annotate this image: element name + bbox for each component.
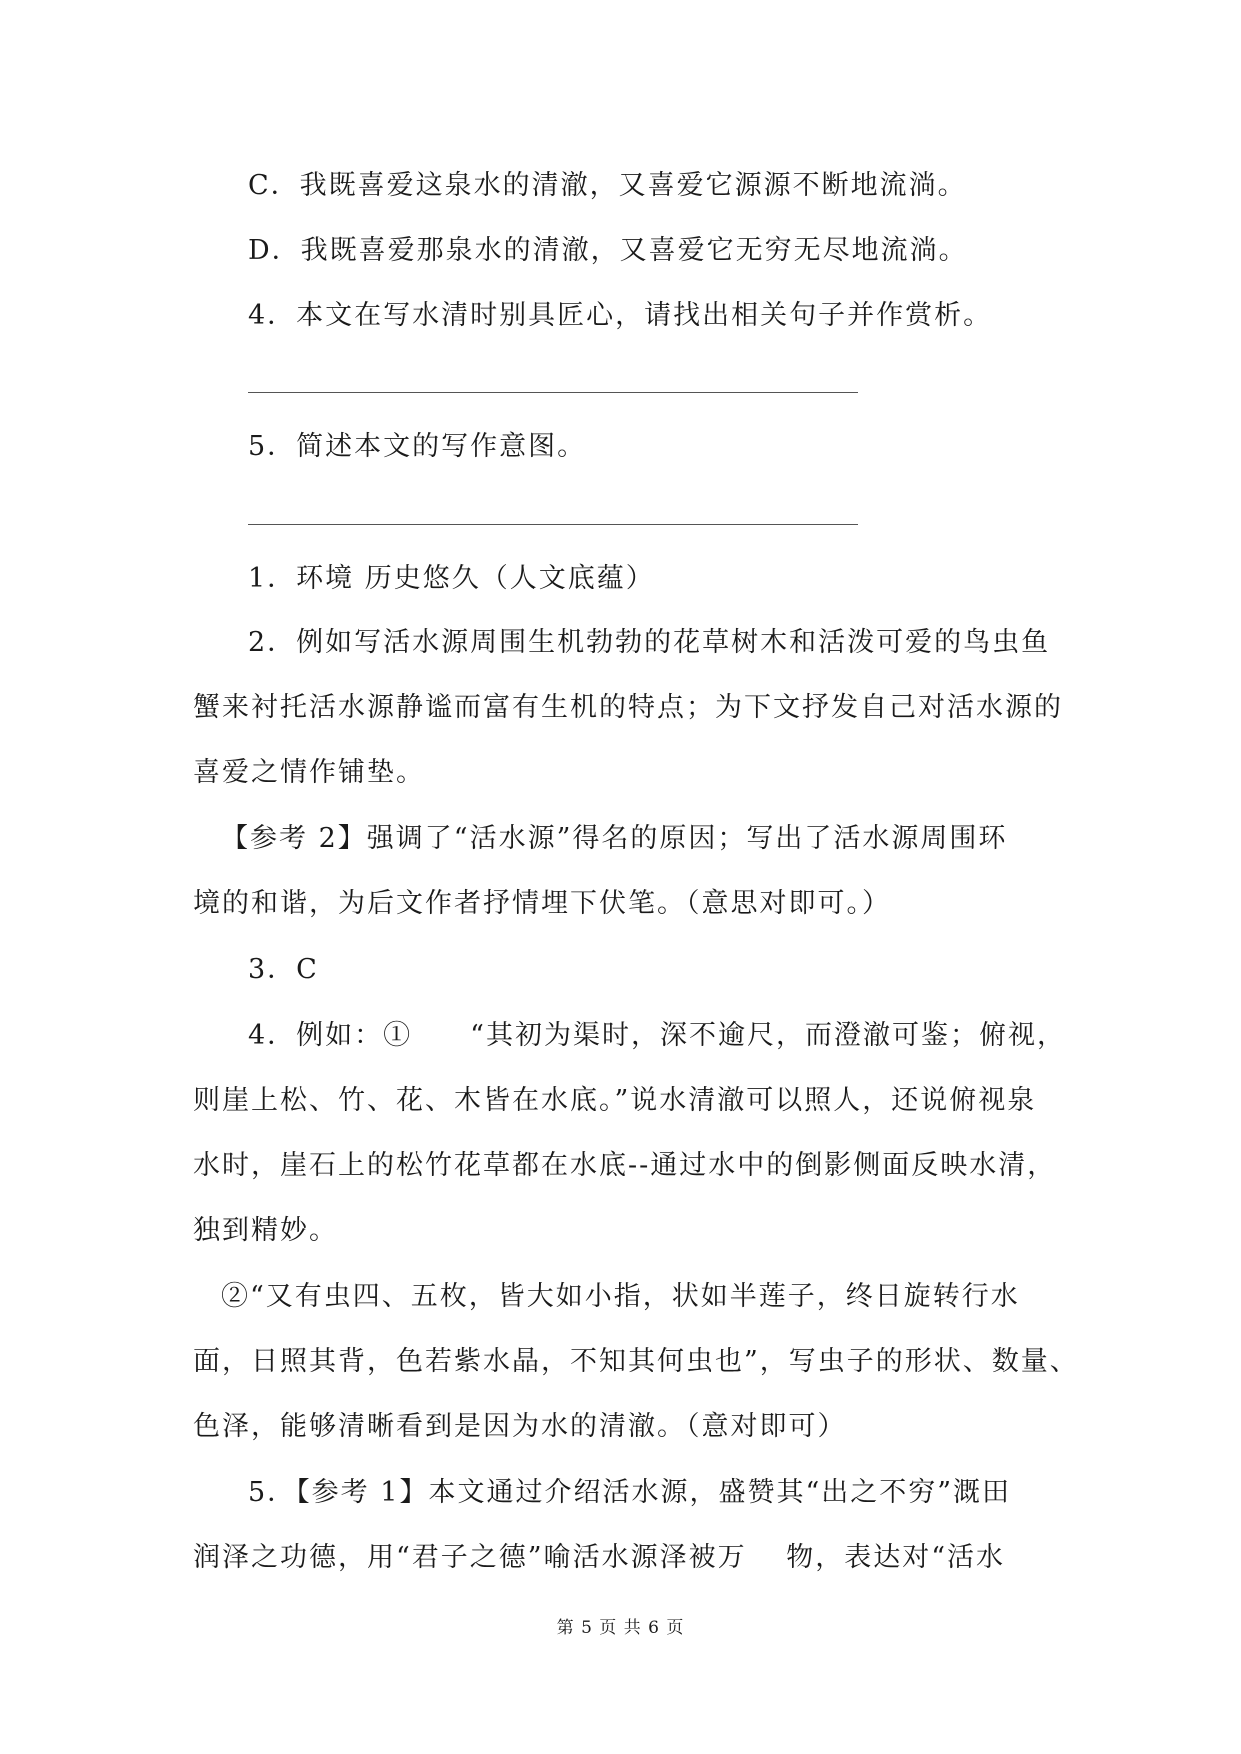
- answer-5-line: 润泽之功德，用“君子之德”喻活水源泽被万 物，表达对“活水: [193, 1542, 1005, 1573]
- answer-4-line: 则崖上松、竹、花、木皆在水底。”说水清澈可以照人，还说俯视泉: [193, 1085, 1037, 1116]
- answer-4-item-2-line: 面，日照其背，色若紫水晶，不知其何虫也”，写虫子的形状、数量、: [193, 1346, 1079, 1377]
- answer-5-line: 5．【参考 1】本文通过介绍活水源，盛赞其“出之不穷”溉田: [248, 1477, 1012, 1508]
- answer-4-line: 水时，崖石上的松竹花草都在水底--通过水中的倒影侧面反映水清，: [193, 1150, 1057, 1181]
- page-number-footer: 第 5 页 共 6 页: [556, 1618, 685, 1638]
- option-c: C．我既喜爱这泉水的清澈，又喜爱它源源不断地流淌。: [248, 170, 967, 201]
- answer-2-line: 喜爱之情作铺垫。: [193, 757, 425, 788]
- question-5: 5．简述本文的写作意图。: [248, 431, 587, 462]
- answer-1: 1．环境 历史悠久（人文底蕴）: [248, 563, 655, 594]
- answer-2-line: 蟹来衬托活水源静谧而富有生机的特点；为下文抒发自己对活水源的: [193, 692, 1063, 723]
- reference-2-line: 境的和谐，为后文作者抒情埋下伏笔。（意思对即可。）: [193, 888, 891, 919]
- reference-2-line: 【参考 2】强调了“活水源”得名的原因；写出了活水源周围环: [221, 823, 1008, 854]
- question-4: 4．本文在写水清时别具匠心，请找出相关句子并作赏析。: [248, 300, 993, 331]
- answer-4-line: 4．例如：① “其初为渠时，深不逾尺，而澄澈可鉴；俯视，: [248, 1020, 1066, 1051]
- answer-blank-line: [248, 524, 858, 525]
- answer-3: 3．C: [248, 954, 319, 985]
- answer-4-line: 独到精妙。: [193, 1215, 338, 1246]
- answer-2-line: 2．例如写活水源周围生机勃勃的花草树木和活泼可爱的鸟虫鱼: [248, 627, 1051, 658]
- answer-4-item-2-line: ②“又有虫四、五枚，皆大如小指，状如半莲子，终日旋转行水: [221, 1281, 1020, 1312]
- answer-blank-line: [248, 392, 858, 393]
- answer-4-item-2-line: 色泽，能够清晰看到是因为水的清澈。（意对即可）: [193, 1411, 847, 1442]
- option-d: D．我既喜爱那泉水的清澈，又喜爱它无穷无尽地流淌。: [248, 235, 968, 266]
